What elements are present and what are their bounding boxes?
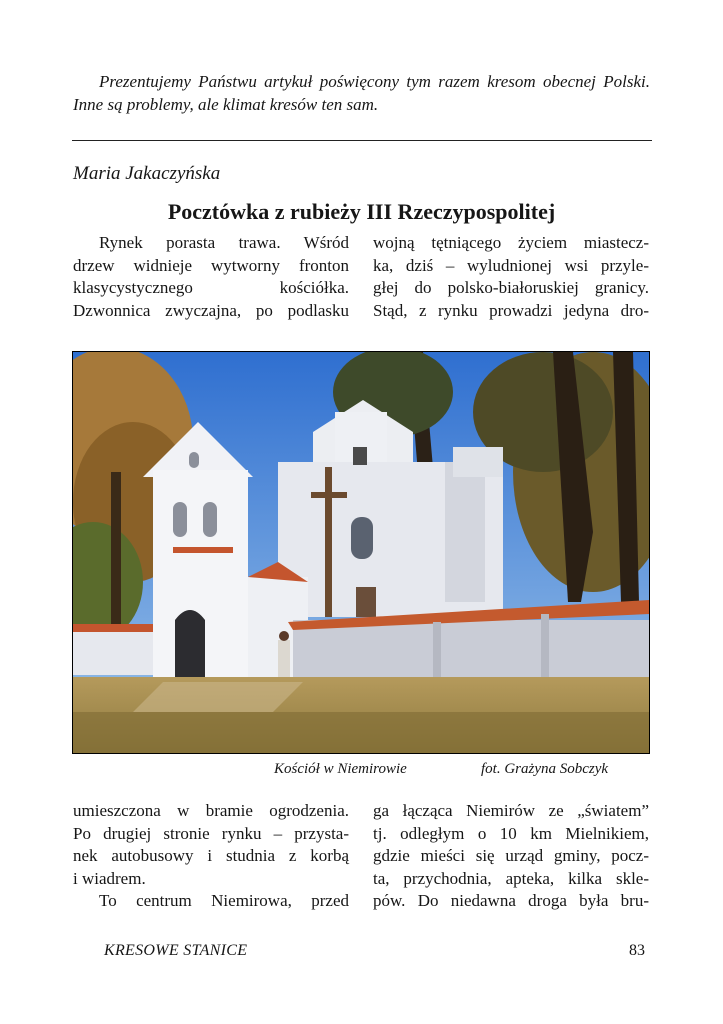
text-line: klasycystycznego kościółka. — [73, 278, 349, 297]
column-right-top — [373, 232, 649, 322]
photo-credit: fot. Grażyna Sobczyk — [481, 761, 609, 777]
text-line: gdzie mieści się urząd gminy, pocz- — [373, 846, 649, 865]
intro-paragraph: Prezentujemy Państwu artykuł poświęcony tym razem kresom obecnej Polski. Inne są problemy, ale klimat kresów ten sam. — [73, 72, 650, 114]
text-line: Dzwonnica zwyczajna, po podlasku — [73, 300, 349, 320]
photo-caption: Kościół w Niemirowie — [274, 761, 407, 777]
separator-rule — [72, 140, 652, 141]
text-line: Rynek porasta trawa. Wśród — [99, 233, 349, 252]
column-left-top — [73, 232, 349, 322]
page-number: 83 — [629, 942, 645, 959]
church-photo — [72, 351, 650, 754]
text-line: wojną tętniącego życiem miastecz- — [373, 233, 649, 252]
text-line: umieszczona w bramie ogrodzenia. — [73, 801, 349, 820]
text-line: ta, przychodnia, apteka, kilka skle- — [373, 868, 649, 888]
author-name: Maria Jakaczyńska — [73, 163, 221, 184]
article-title: Pocztówka z rubieży III Rzeczypospolitej — [167, 199, 556, 224]
text-line: Po drugiej stronie rynku – przysta- — [73, 823, 349, 843]
text-line: Stąd, z rynku prowadzi jedyna dro- — [373, 300, 649, 320]
text-line: drzew widnieje wytworny fronton — [73, 255, 349, 275]
text-line: tj. odległym o 10 km Mielnikiem, — [373, 823, 649, 843]
text-line: głej do polsko-białoruskiej granicy. — [373, 278, 649, 297]
text-line: i wiadrem. — [73, 868, 146, 888]
text-line: nek autobusowy i studnia z korbą — [73, 846, 349, 865]
column-left-bottom — [73, 800, 349, 913]
column-right-bottom — [373, 800, 649, 913]
text-line: ka, dziś – wyludnionej wsi przyle- — [373, 255, 649, 275]
text-line: pów. Do niedawna droga była bru- — [373, 891, 649, 910]
text-line: ga łącząca Niemirów ze „światem” — [373, 801, 649, 820]
text-line: To centrum Niemirowa, przed — [99, 891, 349, 910]
journal-name: KRESOWE STANICE — [104, 942, 248, 959]
